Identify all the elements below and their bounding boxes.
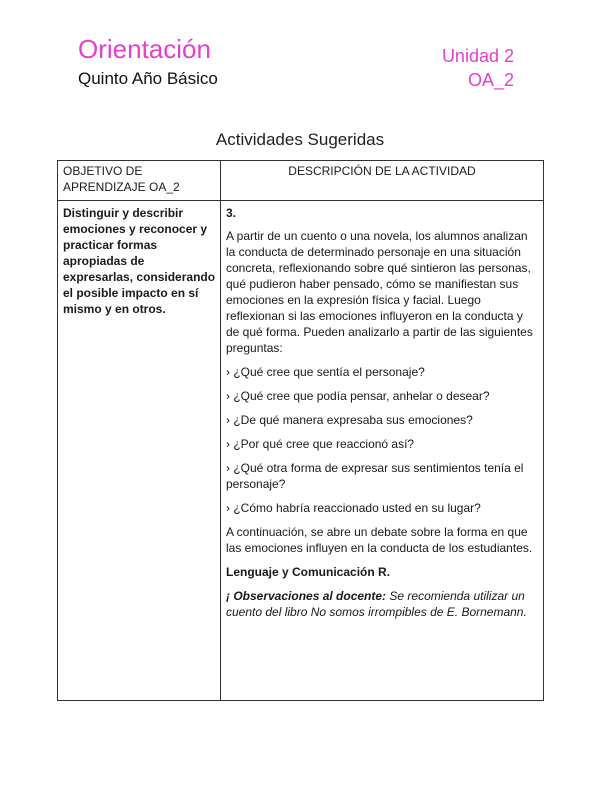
column-header-description: DESCRIPCIÓN DE LA ACTIVIDAD (221, 161, 544, 201)
activity-intro: A partir de un cuento o una novela, los alumnos analizan la conducta de determinado personaje en una situación concreta, reflexionando sobre qué sintieron las personas, qué pudieron haber pensado, cómo se manifiestan sus emociones en la expresión física y facial. Luego reflexionan si las emociones influyeron en la conducta y de qué forma. Pueden analizarlo a partir de las siguientes preguntas: (226, 229, 533, 355)
teacher-note-label: ¡ Observaciones al docente: (226, 589, 387, 603)
table-row (58, 201, 544, 701)
objective-cell: Distinguir y describir emociones y reconocer y practicar formas apropiadas de expresarlas, considerando el posible impacto en sí mismo y en otros. (58, 201, 221, 701)
question-item: › ¿Por qué cree que reaccionó así? (226, 437, 415, 451)
teacher-note-text: Se recomienda utilizar un cuento del libro No somos irrompibles de E. Bornemann. (226, 589, 527, 619)
unit-label: Unidad 2 (441, 46, 514, 66)
question-item: › ¿De qué manera expresaba sus emociones? (226, 413, 473, 427)
question-item: › ¿Qué cree que podía pensar, anhelar o desear? (226, 389, 490, 403)
activity-closing: A continuación, se abre un debate sobre la forma en que las emociones influyen en la conducta de los estudiantes. (226, 525, 533, 555)
activities-table (57, 160, 544, 701)
activity-number: 3. (226, 206, 237, 220)
grade-title: Quinto Año Básico (78, 69, 218, 88)
column-header-objective: OBJETIVO DE APRENDIZAJE OA_2 (58, 161, 221, 201)
question-item: › ¿Cómo habría reaccionado usted en su lugar? (226, 501, 481, 515)
section-title: Actividades Sugeridas (215, 130, 385, 149)
subject-title: Orientación (78, 34, 211, 64)
question-item: › ¿Qué otra forma de expresar sus sentimientos tenía el personaje? (226, 461, 524, 491)
question-item: › ¿Qué cree que sentía el personaje? (226, 365, 425, 379)
description-cell (221, 201, 544, 701)
objective-code-label: OA_2 (467, 70, 514, 90)
teacher-note (226, 588, 537, 620)
table-header-row (58, 161, 544, 201)
subject-reference: Lenguaje y Comunicación R. (226, 565, 391, 579)
